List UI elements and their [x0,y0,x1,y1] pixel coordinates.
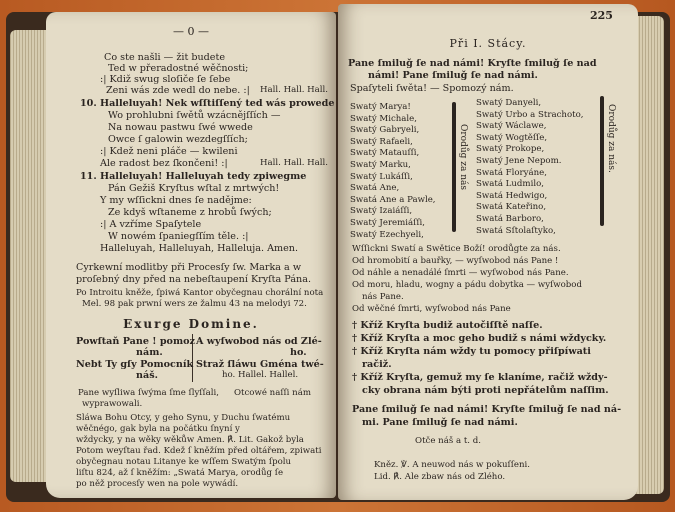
cross-line: † Kříž Kryſta, gemuž my ſe klaníme, račiž wždy- [352,372,608,383]
psalm-line: wyprawowali. [82,399,143,409]
saint-name: Swatý Ezechyeli, [350,229,424,240]
left-page-number: — 0 — [173,25,209,38]
left-page [46,12,336,498]
gloria-line: po něž procesſy wen na pole wywádí. [76,479,239,489]
gloria-line: wždycky, y na wěky wěkůw Amen. ℟. Lit. Gakož byla [76,435,304,445]
right-page [338,4,638,500]
petition-line: nás Pane. [362,292,404,302]
versicle-line: Lid. ℟. Ale zbaw nás od Zlého. [374,472,506,482]
hymn-line: Ze kdyš wſtaneme z hrobů ſwých; [108,207,272,218]
saint-name: Swatá Ane a Pawle, [350,194,436,205]
cross-line: račiž. [362,359,392,370]
saint-name: Swatý Marya! [350,102,411,112]
hymn-line: Ale radost bez ſkončeni! :| [100,158,228,169]
saint-name: Swatý Izaiáſſi, [350,206,413,217]
response-right: A wyſwobod nás od Zlé- [196,336,322,347]
psalm-line: Pane wyſliwa ſwýma ſme ſlyſſali, [78,388,220,398]
saint-name: Swatý Gabryeli, [350,125,420,136]
saint-name: Swatý Lukáſſi, [350,171,413,182]
gloria-line: Sláwa Bohu Otcy, y geho Synu, y Duchu ſwatému [76,413,291,423]
petition-line: Od moru, hladu, wogny a pádu dobytka — wyſwobod [352,280,582,290]
cross-line: cky obrana nám býti proti nepřátelům naſſim. [362,385,609,396]
response-right: ho. Hallel. Hallel. [222,370,299,380]
rubric-heading: proſebný dny před na nebeſtaupení Kryſta Pána. [76,274,311,285]
saint-name: Swatá Hedwigo, [476,190,548,201]
kyrie-line: námi! Pane ſmiluǧ ſe nad námi. [368,70,538,81]
hymn-line: :| Kdež neni pláče — kwileni [100,146,238,157]
gloria-line: obyčegnau notau Litanye ke wſſem Swatým ſpolu [76,457,292,467]
saint-name: Swatá Ane, [350,183,400,194]
hall-refrain: Hall. Hall. Hall. [260,158,329,168]
rubric-note: Mel. 98 pak prwní wers ze žalmu 43 na melodyi 72. [82,299,307,309]
saint-name: Swatý Urbo a Strachoto, [476,109,584,120]
kyrie-line: Spaſyteli ſwěta! — Spomozý nám. [350,83,514,94]
gloria-line: liſtu 824, až ſ kněžím: „Swatá Marya, orodůg ſe [76,468,284,478]
rubric-note: Po Introitu kněže, ſpiwá Kantor obyčegnau chorální nota [76,288,324,298]
hymn-line: :| Kdiž swug sloſiče ſe ſebe [100,74,231,85]
saint-name: Swatá Ludmilo, [476,179,544,190]
saint-name: Swatý Matauſſi, [350,148,420,159]
psalm-line: Otcowé naſſi nám [234,388,311,398]
response-right: Straž ſláwu Gména twé- [196,359,324,370]
hall-refrain: Hall. Hall. Hall. [260,85,329,95]
saint-name: Swatá Sſtolaſtyko, [476,225,556,236]
kyrie-line: Pane ſmiluǧ ſe nad námi! Kryſte ſmiluǧ ſe nad [348,58,597,69]
orodug-label: Orodůg za nás [458,124,468,191]
gloria-line: wěčnégo, gak byla na počátku ſnyní y [76,424,240,434]
response-left: náš. [136,370,158,381]
cross-line: † Kříž Kryſta nám wždy tu pomocy přiſpíwati [352,346,591,357]
saint-name: Swatý Prokope, [476,144,545,155]
right-page-edges [634,16,664,494]
gloria-line: Potom weyſtau řad. Kdež ſ kněžím před oltářem, zpiwati [76,446,322,456]
response-left: Nebt Ty gſy Pomocník [76,359,194,370]
right-page-number: 225 [590,9,613,22]
verse-10: 10. Halleluyah! Nek wſſtiſſený ted wás prowede [80,98,335,109]
response-left: nám. [136,347,163,358]
response-right: ho. [290,347,307,358]
saint-name: Swatá Barboro, [476,214,544,224]
left-page-edges [10,30,50,482]
saint-name: Swatý Wáclawe, [476,121,547,132]
hymn-line: Y my wſſickni dnes ſe nadějme: [100,195,252,206]
cross-line: † Kříž Kryſta a moc geho budiž s námi wždycky. [352,333,607,344]
orodug-label: Orodůg za nás. [606,104,616,173]
brace-bar [600,96,604,226]
exurge-title: Exurge Domine. [123,317,259,331]
saint-name: Swatý Michale, [350,113,417,124]
closing-line: mi. Pane ſmiluǧ ſe nad námi. [362,417,518,428]
petition-line: Od hromobití a bauřky, — wyſwobod nás Pane ! [352,256,559,266]
saint-name: Swatý Marku, [350,160,411,170]
petition-line: Od náhle a nenadálé ſmrti — wyſwobod nás Pane. [352,268,569,278]
saint-name: Swatá Kateřino, [476,202,547,213]
verse-11: 11. Halleluyah! Halleluyah tedy zpiwegme [80,171,307,182]
closing-line: Pane ſmiluǧ ſe nad námi! Kryſte ſmiluǧ ſe nad ná- [352,404,622,415]
brace-bar [452,102,456,232]
saint-name: Swatý Jene Nepom. [476,156,562,166]
hymn-line: Na nowau pastwu ſwé wwede [108,122,253,133]
hymn-line: Owce ſ galowin wezdegſſích; [108,134,248,145]
hymn-line: Co ste našli — žit budete [104,52,226,63]
cross-line: † Kříž Kryſta budiž autočiſſtě naſſe. [352,320,543,331]
our-father: Otče náš a t. d. [415,436,481,446]
response-left: Powſtaň Pane ! pomoz [76,336,195,347]
hymn-line: W nowém ſpaniegſſím těle. :| [108,231,249,242]
saint-name: Swatá Floryáne, [476,167,547,178]
petition-line: Od wěčné ſmrti, wyſwobod nás Pane [352,304,511,314]
saint-name: Swatý Danyeli, [476,98,542,108]
open-book [6,2,670,508]
hymn-line: :| A vzříme Spaſytele [100,219,202,230]
saint-name: Swatý Wogtěſſe, [476,132,548,143]
hymn-line: Pán Gežiš Kryſtus wſtal z mrtwých! [108,183,280,194]
hymn-line: Wo prohlubni ſwětů wzácnějſſích — [108,110,281,121]
section-header: Při I. Stácy. [449,37,527,50]
petition-line: Wſſickni Swatí a Swětice Boží! orodůgte za nás. [352,244,561,254]
versicle-line: Kněz. ℣. A neuwod nás w pokuſſeni. [374,460,530,470]
saint-name: Swatý Rafaeli, [350,136,413,147]
saint-name: Swatý Jeremiáſſi, [350,218,425,228]
rubric-heading: Cyrkewní modlitby při Procesſy ſw. Marka a w [76,262,302,273]
hymn-line: Halleluyah, Halleluyah, Halleluja. Amen. [100,243,299,254]
hymn-line: Ted w přeradostné wěčnosti; [108,63,249,74]
hymn-line: Zeni wás zde wedl do nebe. :| [106,85,250,96]
